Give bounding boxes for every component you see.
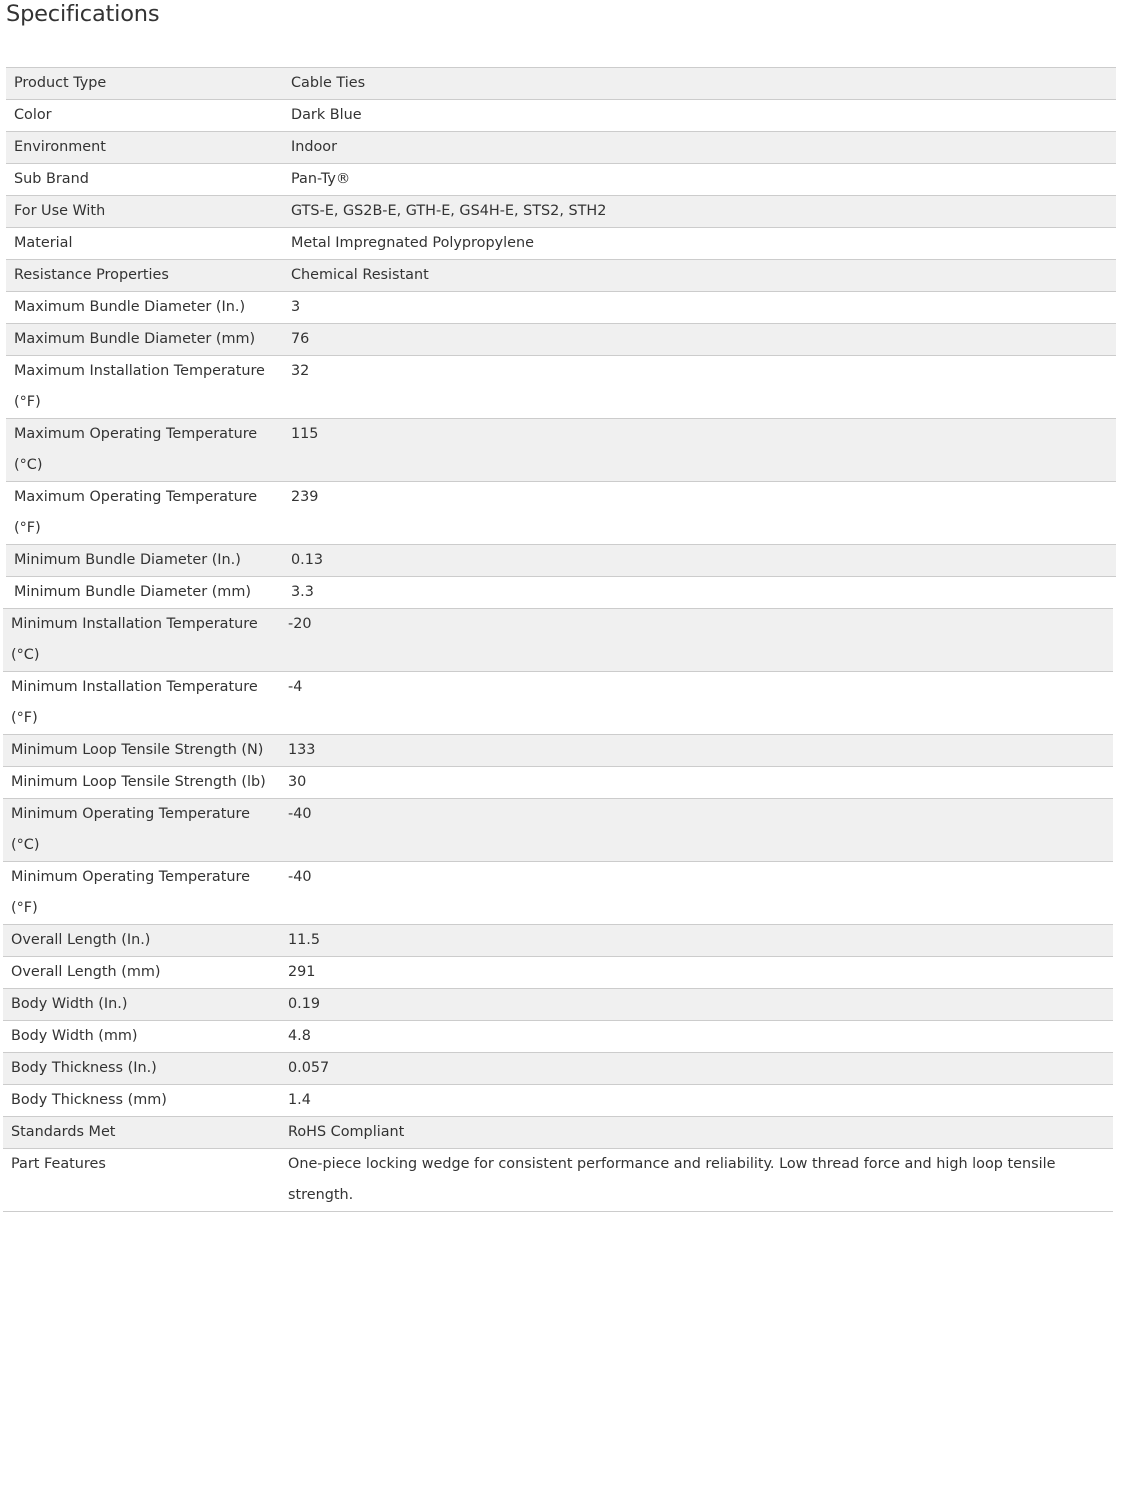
- spec-row: [3, 988, 1113, 1020]
- spec-label: Maximum Installation Temperature (°F): [14, 363, 265, 410]
- spec-row: [6, 418, 1116, 481]
- spec-row: [3, 1148, 1113, 1211]
- spec-value: 3.3: [291, 584, 314, 600]
- spec-row: [3, 924, 1113, 956]
- spec-value: 239: [291, 489, 319, 505]
- spec-label: Minimum Installation Temperature (°F): [11, 679, 258, 726]
- table-bottom-border: [3, 1211, 1113, 1212]
- spec-value: 1.4: [288, 1092, 311, 1108]
- spec-value: 0.13: [291, 552, 324, 568]
- spec-row: [6, 67, 1116, 99]
- spec-label: Body Thickness (mm): [11, 1092, 167, 1108]
- spec-value: 3: [291, 299, 301, 315]
- spec-row: [3, 861, 1113, 924]
- spec-value: 0.057: [288, 1060, 330, 1076]
- spec-group-upper: [0, 67, 1122, 608]
- spec-row: [6, 195, 1116, 227]
- spec-value: 291: [288, 964, 316, 980]
- spec-group-lower: [0, 608, 1122, 1212]
- spec-value: 0.19: [288, 996, 321, 1012]
- spec-row: [6, 163, 1116, 195]
- spec-value: Dark Blue: [291, 107, 362, 123]
- spec-label: Resistance Properties: [14, 267, 169, 283]
- spec-value: One-piece locking wedge for consistent performance and reliability. Low thread force and high loop tensile strength.: [288, 1156, 1056, 1203]
- spec-label: For Use With: [14, 203, 106, 219]
- spec-label: Minimum Bundle Diameter (In.): [14, 552, 241, 568]
- spec-value: 11.5: [288, 932, 321, 948]
- spec-label: Material: [14, 235, 73, 251]
- spec-value: -4: [288, 679, 303, 695]
- spec-row: [3, 1052, 1113, 1084]
- spec-value: -40: [288, 869, 312, 885]
- spec-value: Indoor: [291, 139, 338, 155]
- spec-label: Minimum Installation Temperature (°C): [11, 616, 258, 663]
- spec-label: Maximum Bundle Diameter (In.): [14, 299, 246, 315]
- spec-value: -40: [288, 806, 312, 822]
- spec-label: Environment: [14, 139, 106, 155]
- spec-label: Overall Length (In.): [11, 932, 151, 948]
- spec-label: Minimum Loop Tensile Strength (N): [11, 742, 264, 758]
- spec-row: [6, 355, 1116, 418]
- spec-value: 4.8: [288, 1028, 311, 1044]
- spec-value: -20: [288, 616, 312, 632]
- spec-label: Sub Brand: [14, 171, 89, 187]
- spec-value: 32: [291, 363, 310, 379]
- page-title: Specifications: [6, 1, 160, 27]
- spec-value: Pan-Ty®: [291, 171, 351, 187]
- spec-label: Maximum Bundle Diameter (mm): [14, 331, 256, 347]
- spec-row: [3, 608, 1113, 671]
- spec-row: [6, 481, 1116, 544]
- spec-label: Minimum Operating Temperature (°F): [11, 869, 250, 916]
- spec-label: Color: [14, 107, 52, 123]
- spec-label: Body Thickness (In.): [11, 1060, 157, 1076]
- spec-label: Minimum Bundle Diameter (mm): [14, 584, 251, 600]
- spec-row: [6, 291, 1116, 323]
- spec-row: [3, 766, 1113, 798]
- spec-row: [3, 1084, 1113, 1116]
- spec-value: Metal Impregnated Polypropylene: [291, 235, 534, 251]
- spec-label: Overall Length (mm): [11, 964, 161, 980]
- spec-row: [3, 1116, 1113, 1148]
- spec-label: Part Features: [11, 1156, 106, 1172]
- spec-label: Product Type: [14, 75, 107, 91]
- spec-value: 30: [288, 774, 307, 790]
- spec-value: Cable Ties: [291, 75, 366, 91]
- spec-row: [3, 956, 1113, 988]
- spec-label: Standards Met: [11, 1124, 116, 1140]
- spec-row: [3, 734, 1113, 766]
- spec-label: Maximum Operating Temperature (°F): [14, 489, 258, 536]
- spec-row: [6, 131, 1116, 163]
- spec-value: Chemical Resistant: [291, 267, 429, 283]
- spec-row: [6, 227, 1116, 259]
- spec-row: [3, 671, 1113, 734]
- spec-row: [3, 1020, 1113, 1052]
- spec-value: 76: [291, 331, 310, 347]
- spec-label: Maximum Operating Temperature (°C): [14, 426, 258, 473]
- spec-row: [6, 323, 1116, 355]
- spec-label: Body Width (mm): [11, 1028, 138, 1044]
- specifications-table: [0, 67, 1122, 1212]
- spec-label: Minimum Operating Temperature (°C): [11, 806, 250, 853]
- spec-label: Minimum Loop Tensile Strength (lb): [11, 774, 266, 790]
- spec-row: [6, 576, 1116, 608]
- spec-label: Body Width (In.): [11, 996, 128, 1012]
- spec-row: [3, 798, 1113, 861]
- spec-row: [6, 99, 1116, 131]
- spec-row: [6, 544, 1116, 576]
- spec-value: 115: [291, 426, 319, 442]
- spec-value: RoHS Compliant: [288, 1124, 405, 1140]
- spec-value: 133: [288, 742, 316, 758]
- spec-row: [6, 259, 1116, 291]
- spec-value: GTS-E, GS2B-E, GTH-E, GS4H-E, STS2, STH2: [291, 203, 607, 219]
